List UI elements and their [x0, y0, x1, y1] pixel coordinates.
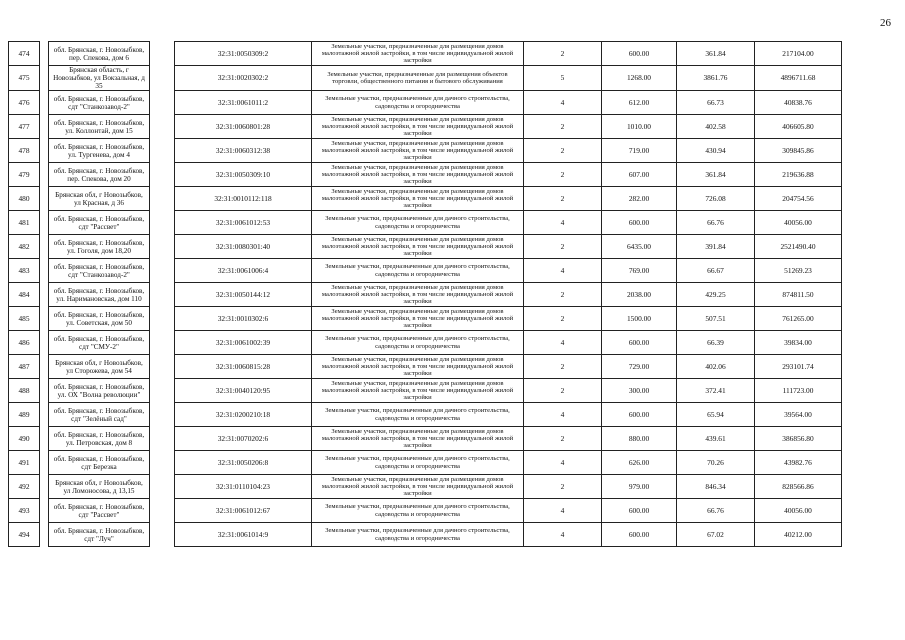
spacer-cell: [842, 91, 884, 115]
spacer-cell: [842, 66, 884, 91]
spacer-cell: [150, 139, 175, 163]
spacer-cell: [150, 283, 175, 307]
address-cell: обл. Брянская, г. Новозыбков, ул. ОХ "Волна революции": [49, 379, 150, 403]
specific-value-cell: 846.34: [677, 475, 755, 499]
cadastral-number-cell: 32:31:0050309:10: [175, 163, 312, 187]
specific-value-cell: 65.94: [677, 403, 755, 427]
spacer-cell: [842, 115, 884, 139]
spacer-cell: [40, 115, 49, 139]
use-group-code-cell: 2: [524, 115, 602, 139]
spacer-cell: [842, 187, 884, 211]
cadastral-number-cell: 32:31:0080301:40: [175, 235, 312, 259]
spacer-cell: [150, 499, 175, 523]
area-cell: 769.00: [602, 259, 677, 283]
spacer-cell: [842, 331, 884, 355]
cadastral-number-cell: 32:31:0110104:23: [175, 475, 312, 499]
use-group-code-cell: 4: [524, 451, 602, 475]
cadastral-number-cell: 32:31:0050309:2: [175, 42, 312, 66]
area-cell: 600.00: [602, 211, 677, 235]
specific-value-cell: 402.58: [677, 115, 755, 139]
table-row: [9, 451, 884, 475]
specific-value-cell: 507.51: [677, 307, 755, 331]
land-use-purpose-cell: Земельные участки, предназначенные для размещения домов малоэтажной жилой застройки, в том числе индивидуальной жилой застройки: [312, 187, 524, 211]
spacer-cell: [842, 379, 884, 403]
land-registry-table: [8, 41, 884, 547]
use-group-code-cell: 2: [524, 163, 602, 187]
spacer-cell: [40, 259, 49, 283]
row-number-cell: 492: [9, 475, 40, 499]
spacer-cell: [150, 427, 175, 451]
spacer-cell: [842, 235, 884, 259]
spacer-cell: [150, 66, 175, 91]
area-cell: 600.00: [602, 403, 677, 427]
land-use-purpose-cell: Земельные участки, предназначенные для размещения домов малоэтажной жилой застройки, в том числе индивидуальной жилой застройки: [312, 427, 524, 451]
cadastral-number-cell: 32:31:0200210:18: [175, 403, 312, 427]
row-number-cell: 483: [9, 259, 40, 283]
spacer-cell: [40, 66, 49, 91]
specific-value-cell: 67.02: [677, 523, 755, 547]
spacer-cell: [842, 451, 884, 475]
cadastral-number-cell: 32:31:0061006:4: [175, 259, 312, 283]
row-number-cell: 485: [9, 307, 40, 331]
address-cell: обл. Брянская, г. Новозыбков, ул. Коллонтай, дом 15: [49, 115, 150, 139]
address-cell: обл. Брянская, г. Новозыбков, ул. Наримановская, дом 110: [49, 283, 150, 307]
land-use-purpose-cell: Земельные участки, предназначенные для размещения домов малоэтажной жилой застройки, в том числе индивидуальной жилой застройки: [312, 307, 524, 331]
use-group-code-cell: 2: [524, 307, 602, 331]
area-cell: 1010.00: [602, 115, 677, 139]
row-number-cell: 486: [9, 331, 40, 355]
specific-value-cell: 429.25: [677, 283, 755, 307]
spacer-cell: [40, 379, 49, 403]
row-number-cell: 475: [9, 66, 40, 91]
cadastral-value-cell: 51269.23: [755, 259, 842, 283]
table-row: [9, 331, 884, 355]
land-use-purpose-cell: Земельные участки, предназначенные для размещения домов малоэтажной жилой застройки, в том числе индивидуальной жилой застройки: [312, 139, 524, 163]
spacer-cell: [842, 139, 884, 163]
spacer-cell: [150, 355, 175, 379]
row-number-cell: 480: [9, 187, 40, 211]
area-cell: 1500.00: [602, 307, 677, 331]
spacer-cell: [842, 211, 884, 235]
address-cell: обл. Брянская, г. Новозыбков, сдт "Зелёный сад": [49, 403, 150, 427]
specific-value-cell: 430.94: [677, 139, 755, 163]
specific-value-cell: 3861.76: [677, 66, 755, 91]
address-cell: обл. Брянская, г. Новозыбков, ул. Тургенева, дом 4: [49, 139, 150, 163]
land-use-purpose-cell: Земельные участки, предназначенные для дачного строительства, садоводства и огородничества: [312, 403, 524, 427]
use-group-code-cell: 4: [524, 211, 602, 235]
specific-value-cell: 70.26: [677, 451, 755, 475]
table-row: [9, 139, 884, 163]
table-row: [9, 283, 884, 307]
land-use-purpose-cell: Земельные участки, предназначенные для дачного строительства, садоводства и огородничества: [312, 451, 524, 475]
use-group-code-cell: 2: [524, 187, 602, 211]
address-cell: обл. Брянская, г. Новозыбков, сдт "Луч": [49, 523, 150, 547]
cadastral-number-cell: 32:31:0010302:6: [175, 307, 312, 331]
cadastral-value-cell: 761265.00: [755, 307, 842, 331]
address-cell: обл. Брянская, г. Новозыбков, сдт Березка: [49, 451, 150, 475]
specific-value-cell: 66.76: [677, 499, 755, 523]
spacer-cell: [150, 379, 175, 403]
table-row: [9, 115, 884, 139]
address-cell: обл. Брянская, г. Новозыбков, сдт "Станкозавод-2": [49, 91, 150, 115]
address-cell: обл. Брянская, г. Новозыбков, пер. Спекова, дом 6: [49, 42, 150, 66]
cadastral-value-cell: 40056.00: [755, 211, 842, 235]
specific-value-cell: 66.39: [677, 331, 755, 355]
area-cell: 600.00: [602, 331, 677, 355]
row-number-cell: 484: [9, 283, 40, 307]
specific-value-cell: 439.61: [677, 427, 755, 451]
spacer-cell: [842, 523, 884, 547]
land-use-purpose-cell: Земельные участки, предназначенные для дачного строительства, садоводства и огородничества: [312, 331, 524, 355]
cadastral-number-cell: 32:31:0061011:2: [175, 91, 312, 115]
use-group-code-cell: 4: [524, 403, 602, 427]
spacer-cell: [150, 451, 175, 475]
cadastral-value-cell: 309845.86: [755, 139, 842, 163]
address-cell: обл. Брянская, г. Новозыбков, ул. Петровская, дом 8: [49, 427, 150, 451]
spacer-cell: [150, 187, 175, 211]
page-number: 26: [880, 17, 891, 29]
cadastral-number-cell: 32:31:0050206:8: [175, 451, 312, 475]
spacer-cell: [842, 475, 884, 499]
spacer-cell: [40, 163, 49, 187]
spacer-cell: [40, 42, 49, 66]
row-number-cell: 478: [9, 139, 40, 163]
use-group-code-cell: 2: [524, 42, 602, 66]
land-use-purpose-cell: Земельные участки, предназначенные для размещения домов малоэтажной жилой застройки, в том числе индивидуальной жилой застройки: [312, 379, 524, 403]
spacer-cell: [842, 427, 884, 451]
row-number-cell: 491: [9, 451, 40, 475]
spacer-cell: [40, 475, 49, 499]
land-use-purpose-cell: Земельные участки, предназначенные для дачного строительства, садоводства и огородничества: [312, 211, 524, 235]
spacer-cell: [150, 259, 175, 283]
use-group-code-cell: 5: [524, 66, 602, 91]
cadastral-number-cell: 32:31:0061012:53: [175, 211, 312, 235]
specific-value-cell: 361.84: [677, 163, 755, 187]
spacer-cell: [842, 307, 884, 331]
table-row: [9, 379, 884, 403]
land-use-purpose-cell: Земельные участки, предназначенные для размещения объектов торговли, общественного питания и бытового обслуживания: [312, 66, 524, 91]
table-row: [9, 403, 884, 427]
area-cell: 282.00: [602, 187, 677, 211]
row-number-cell: 489: [9, 403, 40, 427]
cadastral-number-cell: 32:31:0020302:2: [175, 66, 312, 91]
cadastral-number-cell: 32:31:0060815:28: [175, 355, 312, 379]
spacer-cell: [842, 355, 884, 379]
table-row: [9, 66, 884, 91]
cadastral-value-cell: 40838.76: [755, 91, 842, 115]
area-cell: 600.00: [602, 523, 677, 547]
cadastral-value-cell: 40056.00: [755, 499, 842, 523]
cadastral-value-cell: 4896711.68: [755, 66, 842, 91]
land-use-purpose-cell: Земельные участки, предназначенные для дачного строительства, садоводства и огородничества: [312, 91, 524, 115]
row-number-cell: 479: [9, 163, 40, 187]
spacer-cell: [40, 211, 49, 235]
land-use-purpose-cell: Земельные участки, предназначенные для дачного строительства, садоводства и огородничества: [312, 259, 524, 283]
area-cell: 300.00: [602, 379, 677, 403]
address-cell: обл. Брянская, г. Новозыбков, сдт "Рассвет": [49, 499, 150, 523]
area-cell: 600.00: [602, 499, 677, 523]
cadastral-value-cell: 828566.86: [755, 475, 842, 499]
row-number-cell: 476: [9, 91, 40, 115]
area-cell: 1268.00: [602, 66, 677, 91]
cadastral-number-cell: 32:31:0060312:38: [175, 139, 312, 163]
address-cell: обл. Брянская, г. Новозыбков, сдт "Рассвет": [49, 211, 150, 235]
spacer-cell: [842, 163, 884, 187]
cadastral-value-cell: 43982.76: [755, 451, 842, 475]
land-use-purpose-cell: Земельные участки, предназначенные для размещения домов малоэтажной жилой застройки, в том числе индивидуальной жилой застройки: [312, 355, 524, 379]
spacer-cell: [842, 403, 884, 427]
use-group-code-cell: 2: [524, 355, 602, 379]
cadastral-value-cell: 217104.00: [755, 42, 842, 66]
cadastral-number-cell: 32:31:0050144:12: [175, 283, 312, 307]
spacer-cell: [842, 499, 884, 523]
table-row: [9, 523, 884, 547]
spacer-cell: [40, 139, 49, 163]
cadastral-value-cell: 874811.50: [755, 283, 842, 307]
cadastral-value-cell: 219636.88: [755, 163, 842, 187]
table-row: [9, 259, 884, 283]
spacer-cell: [150, 211, 175, 235]
row-number-cell: 474: [9, 42, 40, 66]
specific-value-cell: 66.73: [677, 91, 755, 115]
area-cell: 719.00: [602, 139, 677, 163]
table-row: [9, 163, 884, 187]
address-cell: обл. Брянская, г. Новозыбков, сдт "Станкозавод-2": [49, 259, 150, 283]
spacer-cell: [150, 42, 175, 66]
table-row: [9, 187, 884, 211]
address-cell: Брянская обл, г Новозыбков, ул Ломоносова, д 13,15: [49, 475, 150, 499]
specific-value-cell: 402.06: [677, 355, 755, 379]
table-row: [9, 475, 884, 499]
row-number-cell: 494: [9, 523, 40, 547]
cadastral-value-cell: 40212.00: [755, 523, 842, 547]
spacer-cell: [150, 523, 175, 547]
specific-value-cell: 391.84: [677, 235, 755, 259]
cadastral-number-cell: 32:31:0070202:6: [175, 427, 312, 451]
land-use-purpose-cell: Земельные участки, предназначенные для дачного строительства, садоводства и огородничества: [312, 499, 524, 523]
address-cell: обл. Брянская, г. Новозыбков, сдт "СМУ-2": [49, 331, 150, 355]
use-group-code-cell: 2: [524, 475, 602, 499]
use-group-code-cell: 4: [524, 91, 602, 115]
spacer-cell: [150, 331, 175, 355]
spacer-cell: [150, 403, 175, 427]
spacer-cell: [40, 451, 49, 475]
address-cell: Брянская обл, г Новозыбков, ул Красная, д 36: [49, 187, 150, 211]
cadastral-value-cell: 406605.80: [755, 115, 842, 139]
table-row: [9, 427, 884, 451]
cadastral-number-cell: 32:31:0060801:28: [175, 115, 312, 139]
spacer-cell: [842, 283, 884, 307]
row-number-cell: 481: [9, 211, 40, 235]
table-row: [9, 499, 884, 523]
area-cell: 729.00: [602, 355, 677, 379]
use-group-code-cell: 4: [524, 523, 602, 547]
cadastral-number-cell: 32:31:0040120:95: [175, 379, 312, 403]
address-cell: обл. Брянская, г. Новозыбков, пер. Спекова, дом 20: [49, 163, 150, 187]
row-number-cell: 487: [9, 355, 40, 379]
cadastral-number-cell: 32:31:0061014:9: [175, 523, 312, 547]
cadastral-value-cell: 111723.00: [755, 379, 842, 403]
table-row: [9, 42, 884, 66]
use-group-code-cell: 2: [524, 283, 602, 307]
spacer-cell: [842, 42, 884, 66]
row-number-cell: 490: [9, 427, 40, 451]
spacer-cell: [40, 523, 49, 547]
area-cell: 2038.00: [602, 283, 677, 307]
land-use-purpose-cell: Земельные участки, предназначенные для дачного строительства, садоводства и огородничества: [312, 523, 524, 547]
address-cell: Брянская область, г Новозыбков, ул Вокзальная, д 35: [49, 66, 150, 91]
cadastral-number-cell: 32:31:0061012:67: [175, 499, 312, 523]
spacer-cell: [40, 427, 49, 451]
table-row: [9, 211, 884, 235]
area-cell: 626.00: [602, 451, 677, 475]
row-number-cell: 477: [9, 115, 40, 139]
use-group-code-cell: 4: [524, 499, 602, 523]
use-group-code-cell: 2: [524, 235, 602, 259]
address-cell: Брянская обл, г Новозыбков, ул Сторожева, дом 54: [49, 355, 150, 379]
land-use-purpose-cell: Земельные участки, предназначенные для размещения домов малоэтажной жилой застройки, в том числе индивидуальной жилой застройки: [312, 235, 524, 259]
address-cell: обл. Брянская, г. Новозыбков, ул. Советская, дом 50: [49, 307, 150, 331]
cadastral-value-cell: 293101.74: [755, 355, 842, 379]
use-group-code-cell: 2: [524, 379, 602, 403]
spacer-cell: [150, 91, 175, 115]
spacer-cell: [150, 307, 175, 331]
land-use-purpose-cell: Земельные участки, предназначенные для размещения домов малоэтажной жилой застройки, в том числе индивидуальной жилой застройки: [312, 283, 524, 307]
land-use-purpose-cell: Земельные участки, предназначенные для размещения домов малоэтажной жилой застройки, в том числе индивидуальной жилой застройки: [312, 42, 524, 66]
area-cell: 607.00: [602, 163, 677, 187]
spacer-cell: [150, 115, 175, 139]
specific-value-cell: 66.67: [677, 259, 755, 283]
cadastral-value-cell: 386856.80: [755, 427, 842, 451]
table-row: [9, 91, 884, 115]
table-row: [9, 355, 884, 379]
area-cell: 612.00: [602, 91, 677, 115]
cadastral-number-cell: 32:31:0061002:39: [175, 331, 312, 355]
use-group-code-cell: 2: [524, 139, 602, 163]
use-group-code-cell: 2: [524, 427, 602, 451]
specific-value-cell: 66.76: [677, 211, 755, 235]
land-use-purpose-cell: Земельные участки, предназначенные для размещения домов малоэтажной жилой застройки, в том числе индивидуальной жилой застройки: [312, 163, 524, 187]
specific-value-cell: 361.84: [677, 42, 755, 66]
row-number-cell: 482: [9, 235, 40, 259]
spacer-cell: [40, 235, 49, 259]
spacer-cell: [40, 91, 49, 115]
spacer-cell: [40, 307, 49, 331]
cadastral-value-cell: 39564.00: [755, 403, 842, 427]
cadastral-value-cell: 2521490.40: [755, 235, 842, 259]
land-use-purpose-cell: Земельные участки, предназначенные для размещения домов малоэтажной жилой застройки, в том числе индивидуальной жилой застройки: [312, 475, 524, 499]
row-number-cell: 488: [9, 379, 40, 403]
spacer-cell: [40, 187, 49, 211]
specific-value-cell: 372.41: [677, 379, 755, 403]
spacer-cell: [40, 331, 49, 355]
land-use-purpose-cell: Земельные участки, предназначенные для размещения домов малоэтажной жилой застройки, в том числе индивидуальной жилой застройки: [312, 115, 524, 139]
row-number-cell: 493: [9, 499, 40, 523]
spacer-cell: [150, 235, 175, 259]
cadastral-value-cell: 204754.56: [755, 187, 842, 211]
spacer-cell: [40, 499, 49, 523]
spacer-cell: [842, 259, 884, 283]
area-cell: 979.00: [602, 475, 677, 499]
area-cell: 600.00: [602, 42, 677, 66]
area-cell: 880.00: [602, 427, 677, 451]
table-body: [9, 42, 884, 547]
spacer-cell: [40, 283, 49, 307]
table-row: [9, 235, 884, 259]
cadastral-value-cell: 39834.00: [755, 331, 842, 355]
use-group-code-cell: 4: [524, 331, 602, 355]
use-group-code-cell: 4: [524, 259, 602, 283]
cadastral-number-cell: 32:31:0010112:118: [175, 187, 312, 211]
spacer-cell: [40, 355, 49, 379]
specific-value-cell: 726.08: [677, 187, 755, 211]
spacer-cell: [150, 475, 175, 499]
spacer-cell: [150, 163, 175, 187]
spacer-cell: [40, 403, 49, 427]
address-cell: обл. Брянская, г. Новозыбков, ул. Гоголя, дом 18,20: [49, 235, 150, 259]
area-cell: 6435.00: [602, 235, 677, 259]
table-row: [9, 307, 884, 331]
